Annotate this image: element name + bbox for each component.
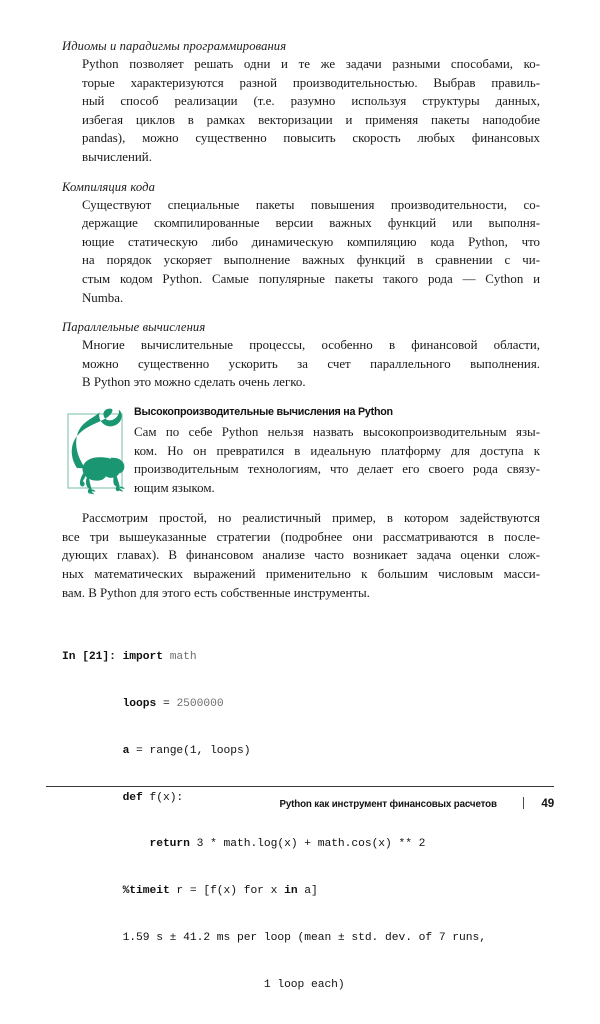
text-line: ный способ реализации (т.е. разумно используя структуры данных,	[82, 94, 540, 109]
section-compilation	[62, 179, 540, 308]
code-line-output-1	[62, 931, 532, 947]
text-line: производительным технологиям, что делает его своего рода связу-	[134, 462, 540, 477]
code-output-text: 1 loop each)	[263, 978, 345, 991]
text-line: избегая циклов в рамках векторизации и применяя пакеты наподобие	[82, 112, 540, 127]
code-range-call: range(1, loops)	[149, 744, 251, 757]
code-line-return	[62, 837, 532, 853]
code-return-expression: 3 * math.log(x) + math.cos(x) ** 2	[196, 838, 426, 851]
section-heading: Компиляция кода	[62, 179, 155, 194]
text-line: Сам по себе Python нельзя назвать высокопроизводительным язы-	[134, 424, 540, 439]
tip-callout	[62, 406, 540, 497]
section-body	[62, 55, 540, 167]
text-line: дующих главах). В финансовом анализе часто возникает задача оценки слож-	[62, 548, 540, 563]
text-line: держащие скомпилированные версии важных функций или выполня-	[82, 216, 540, 231]
text-line: на порядок ускоряет выполнение важных функций в сравнении с чи-	[82, 253, 540, 268]
code-keyword-in: in	[284, 885, 298, 898]
text-line: Python позволяет решать одни и те же задачи разными способами, ко-	[82, 57, 540, 71]
page-footer	[46, 795, 554, 810]
text-line: торые характеризуются разной производительностью. Выбрав правиль-	[82, 75, 540, 90]
section-parallel	[62, 319, 540, 392]
footer-running-title: Python как инструмент финансовых расчетов	[279, 799, 497, 810]
text-line: вычислений.	[82, 149, 152, 164]
page-content	[62, 38, 540, 602]
code-block	[62, 619, 532, 1024]
text-line: pandas), можно существенно повысить скорость любых финансовых	[82, 131, 540, 146]
code-var-loops: loops	[122, 697, 157, 710]
spider-monkey-silhouette-icon	[61, 408, 133, 496]
footer-separator	[523, 797, 524, 809]
text-line: можно существенно ускорить за счет параллельного выполнения.	[82, 356, 540, 371]
code-number-loops: 2500000	[176, 697, 224, 710]
code-magic-timeit: %timeit	[122, 885, 170, 898]
code-line-loops: loops = 2500000	[122, 697, 224, 710]
text-line: ком. Но он превратился в идеальную платформу для доступа к	[134, 443, 540, 458]
code-line-output-2	[62, 978, 532, 994]
code-var-a: a	[122, 744, 130, 757]
code-prompt: In [21]:	[62, 651, 116, 664]
section-idioms	[62, 38, 540, 167]
text-line: Numba.	[82, 290, 124, 305]
text-line: стым кодом Python. Самые популярные пакеты такого рода — Cython и	[82, 271, 540, 286]
section-body	[62, 336, 540, 392]
text-line: ющим языком.	[134, 480, 215, 495]
tip-title: Высокопроизводительные вычисления на Python	[134, 405, 393, 418]
section-heading: Параллельные вычисления	[62, 320, 206, 335]
code-output-text: 1.59 s ± 41.2 ms per loop (mean ± std. dev. of 7 runs,	[122, 931, 486, 944]
code-keyword-def: def	[122, 791, 143, 804]
page-number: 49	[541, 797, 554, 810]
code-line-range: a = range(1, loops)	[122, 744, 251, 757]
tip-body	[134, 423, 540, 497]
text-line: Рассмотрим простой, но реалистичный пример, в котором задействуются	[82, 511, 540, 526]
code-line-timeit: %timeit r = [f(x) for x in a]	[122, 885, 318, 898]
text-line: вам. В Python для этого есть собственные инструменты.	[62, 585, 370, 600]
code-module-name: math	[169, 651, 197, 664]
text-line: ющие статическую либо динамическую компиляцию кода Python, что	[82, 234, 540, 249]
text-line: Существуют специальные пакеты повышения производительности, со-	[82, 197, 540, 212]
text-line: В Python это можно сделать очень легко.	[82, 375, 306, 390]
section-body	[62, 196, 540, 308]
code-func-signature: f(x):	[149, 791, 184, 804]
text-line: Многие вычислительные процессы, особенно в финансовой области,	[82, 338, 540, 353]
code-keyword-return: return	[149, 838, 190, 851]
code-keyword-import: import	[122, 651, 163, 664]
body-paragraph	[62, 509, 540, 602]
code-line-import	[62, 650, 532, 666]
section-heading: Идиомы и парадигмы программирования	[62, 39, 287, 53]
text-line: все три вышеуказанные стратегии (подробнее они рассматриваются в после-	[62, 529, 540, 544]
footer-divider	[46, 786, 554, 787]
text-line: ных математических выражений применительно к большим числовым масси-	[62, 567, 540, 582]
